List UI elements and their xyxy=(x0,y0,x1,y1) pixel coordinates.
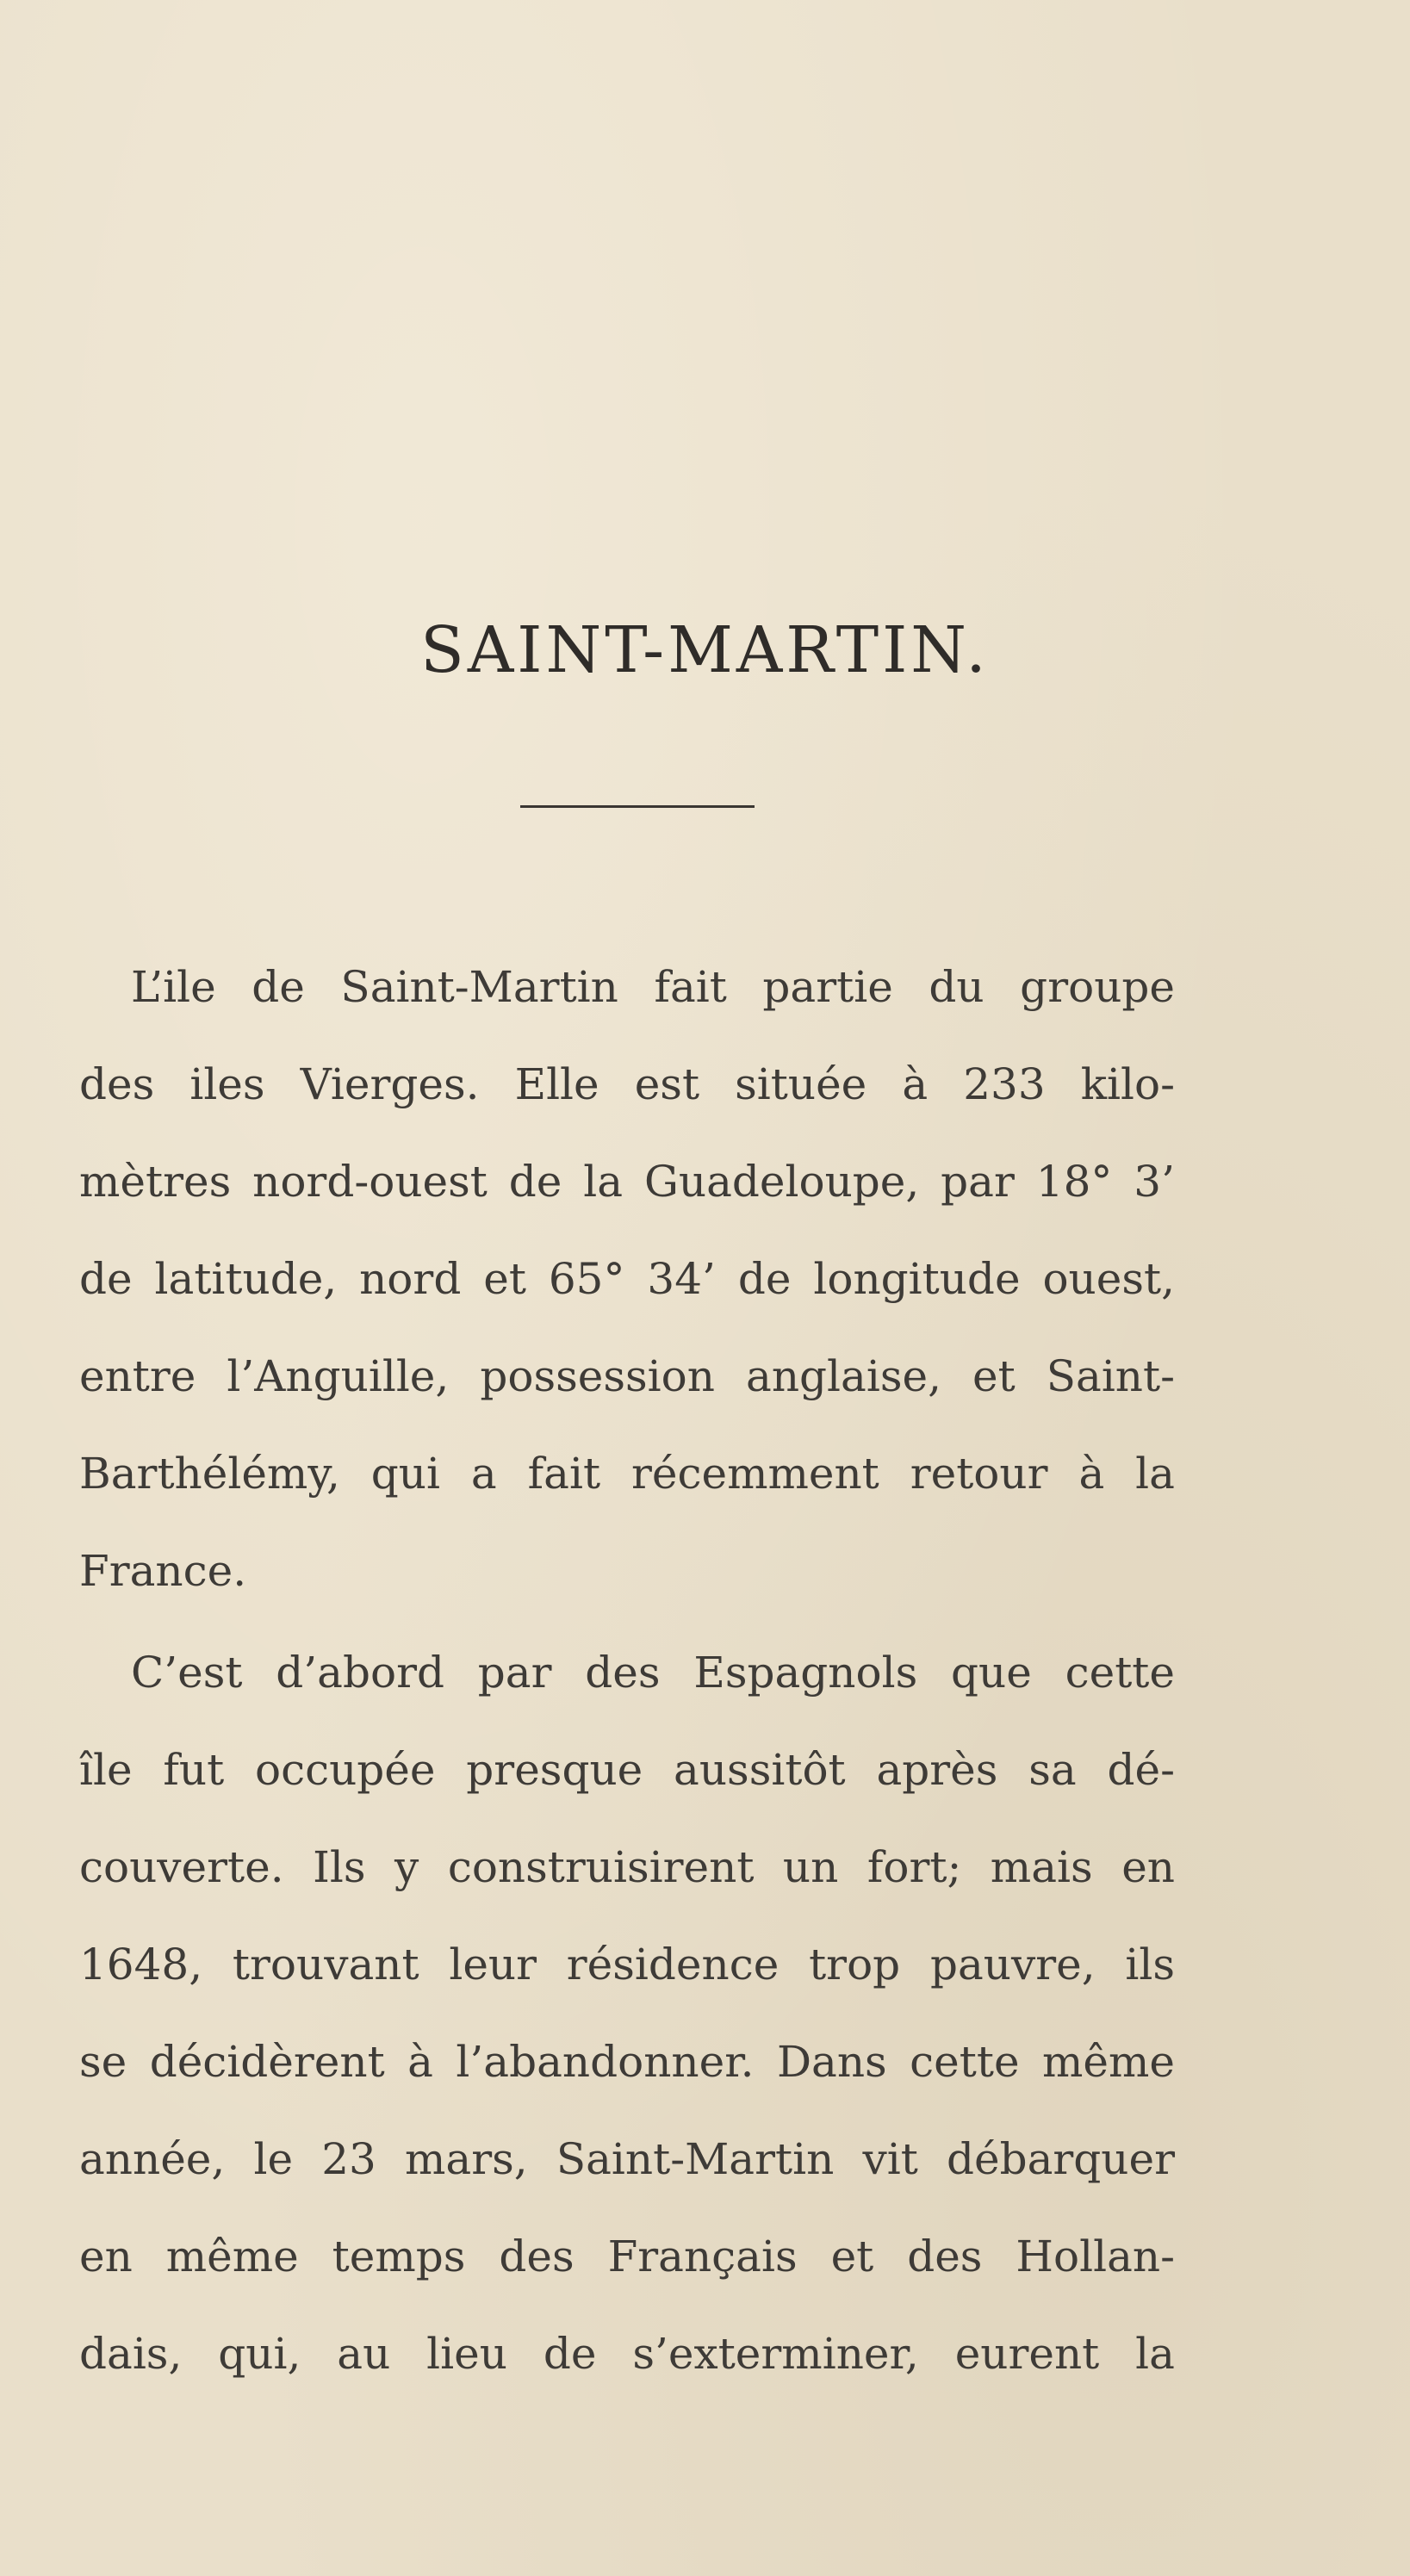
paragraph-1 xyxy=(79,939,1175,1620)
text-line: de latitude, nord et 65° 34’ de longitude ouest, xyxy=(79,1254,1175,1304)
title-rule xyxy=(520,805,755,808)
text-line: des iles Vierges. Elle est située à 233 kilo- xyxy=(79,1059,1175,1109)
chapter-title: SAINT-MARTIN. xyxy=(420,613,990,687)
text-line: Barthélémy, qui a fait récemment retour à la xyxy=(79,1449,1175,1499)
text-line: France. xyxy=(79,1546,247,1596)
text-line: couverte. Ils y construisirent un fort; mais en xyxy=(79,1842,1175,1892)
text-line: dais, qui, au lieu de s’exterminer, eurent la xyxy=(79,2329,1175,2379)
text-line: C’est d’abord par des Espagnols que cette xyxy=(131,1648,1175,1698)
paragraph-2 xyxy=(79,1624,1175,2403)
text-line: L’ile de Saint-Martin fait partie du groupe xyxy=(131,962,1175,1012)
text-line: mètres nord-ouest de la Guadeloupe, par 18° 3’ xyxy=(79,1157,1175,1207)
text-line: se décidèrent à l’abandonner. Dans cette même xyxy=(79,2037,1175,2087)
body-text xyxy=(79,939,1175,2407)
text-line: île fut occupée presque aussitôt après sa dé- xyxy=(79,1745,1175,1795)
text-line: 1648, trouvant leur résidence trop pauvre, ils xyxy=(79,1940,1175,1989)
text-line: en même temps des Français et des Hollan- xyxy=(79,2231,1175,2281)
text-line: année, le 23 mars, Saint-Martin vit débarquer xyxy=(79,2134,1175,2184)
text-line: entre l’Anguille, possession anglaise, et Saint- xyxy=(79,1351,1175,1401)
